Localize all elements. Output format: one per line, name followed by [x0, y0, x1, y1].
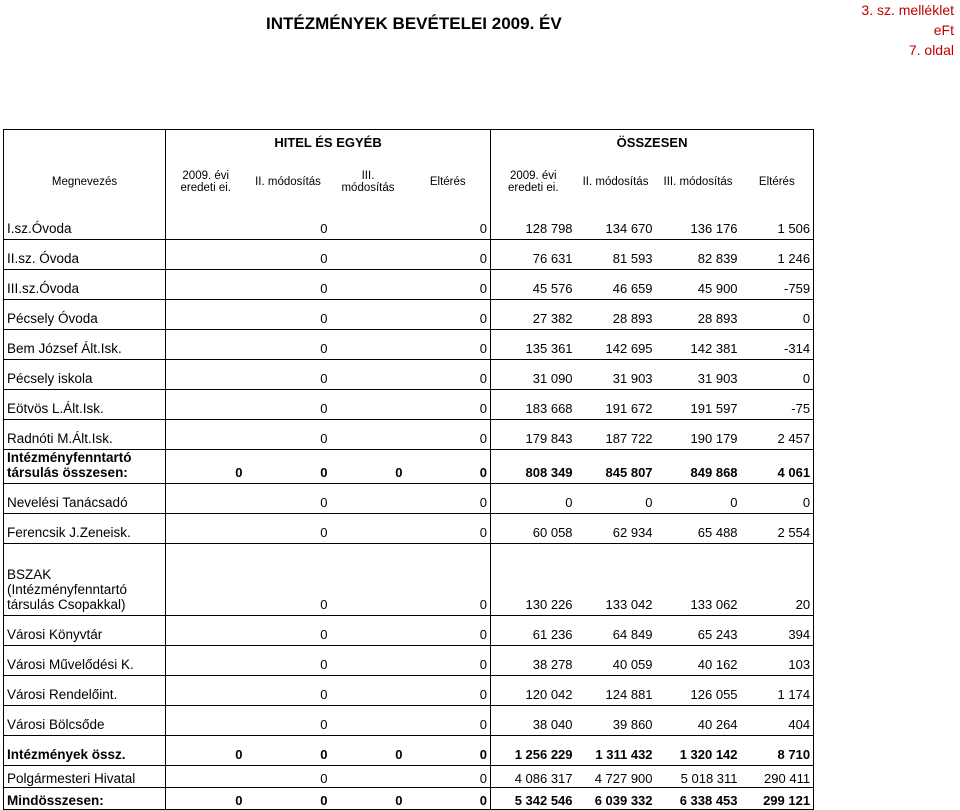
value-cell: 0 — [246, 300, 331, 330]
value-cell: 183 668 — [491, 390, 576, 420]
value-cell: 0 — [406, 616, 491, 646]
value-cell: 6 039 332 — [576, 788, 656, 810]
value-cell — [166, 766, 246, 788]
table-row — [4, 616, 814, 646]
value-cell: 0 — [331, 736, 406, 766]
row-name: Városi Könyvtár — [4, 616, 166, 646]
value-cell — [166, 514, 246, 544]
value-cell: 404 — [741, 706, 814, 736]
table-row — [4, 676, 814, 706]
value-cell: 39 860 — [576, 706, 656, 736]
table-row — [4, 390, 814, 420]
value-cell — [331, 766, 406, 788]
column-header: II. módosítás — [255, 176, 321, 188]
value-cell: 1 246 — [741, 240, 814, 270]
value-cell: 0 — [246, 788, 331, 810]
table-row — [4, 788, 814, 810]
value-cell: 76 631 — [491, 240, 576, 270]
page-title: INTÉZMÉNYEK BEVÉTELEI 2009. ÉV — [266, 14, 562, 33]
value-cell: 65 243 — [656, 616, 741, 646]
value-cell: 46 659 — [576, 270, 656, 300]
value-cell: 0 — [331, 450, 406, 484]
value-cell: 0 — [406, 330, 491, 360]
unit-label: eFt — [933, 22, 954, 38]
value-cell: 0 — [406, 300, 491, 330]
value-cell: 0 — [166, 788, 246, 810]
value-cell: 0 — [741, 360, 814, 390]
value-cell: 0 — [166, 450, 246, 484]
value-cell: 31 903 — [576, 360, 656, 390]
value-cell: 124 881 — [576, 676, 656, 706]
value-cell — [166, 544, 246, 616]
value-cell: 133 062 — [656, 544, 741, 616]
value-cell — [166, 360, 246, 390]
value-cell: 0 — [406, 676, 491, 706]
value-cell: 45 900 — [656, 270, 741, 300]
table-row — [4, 270, 814, 300]
value-cell: 0 — [406, 240, 491, 270]
page-number: 7. oldal — [908, 42, 954, 58]
value-cell: 40 059 — [576, 646, 656, 676]
value-cell: 1 174 — [741, 676, 814, 706]
value-cell — [331, 420, 406, 450]
value-cell: 0 — [406, 646, 491, 676]
value-cell: 0 — [246, 330, 331, 360]
row-name: II.sz. Óvoda — [4, 240, 166, 270]
value-cell: 0 — [246, 514, 331, 544]
value-cell: 65 488 — [656, 514, 741, 544]
value-cell: 0 — [246, 676, 331, 706]
group-header-total: ÖSSZESEN — [491, 130, 814, 155]
row-name: Városi Rendelőint. — [4, 676, 166, 706]
value-cell: 20 — [741, 544, 814, 616]
value-cell: 179 843 — [491, 420, 576, 450]
value-cell: 0 — [246, 210, 331, 240]
value-cell — [331, 330, 406, 360]
column-header: III. módosítás — [341, 170, 395, 194]
value-cell: 849 868 — [656, 450, 741, 484]
value-cell — [331, 484, 406, 514]
value-cell: 0 — [406, 210, 491, 240]
value-cell: 133 042 — [576, 544, 656, 616]
value-cell: 45 576 — [491, 270, 576, 300]
value-cell — [331, 390, 406, 420]
page-reference — [861, 0, 954, 60]
value-cell: 0 — [246, 766, 331, 788]
value-cell: 0 — [406, 420, 491, 450]
value-cell — [166, 300, 246, 330]
value-cell: 120 042 — [491, 676, 576, 706]
value-cell: 191 597 — [656, 390, 741, 420]
value-cell — [331, 616, 406, 646]
table-row — [4, 646, 814, 676]
table-row — [4, 300, 814, 330]
value-cell: 62 934 — [576, 514, 656, 544]
row-name: III.sz.Óvoda — [4, 270, 166, 300]
value-cell: 2 554 — [741, 514, 814, 544]
value-cell: 4 061 — [741, 450, 814, 484]
value-cell: 0 — [331, 788, 406, 810]
value-cell: 0 — [246, 706, 331, 736]
value-cell: 4 086 317 — [491, 766, 576, 788]
value-cell: 290 411 — [741, 766, 814, 788]
value-cell: 0 — [406, 450, 491, 484]
value-cell: 142 695 — [576, 330, 656, 360]
value-cell: 0 — [741, 484, 814, 514]
table-row — [4, 484, 814, 514]
value-cell: 38 278 — [491, 646, 576, 676]
value-cell: 0 — [246, 420, 331, 450]
value-cell — [166, 390, 246, 420]
value-cell — [166, 330, 246, 360]
value-cell: 6 338 453 — [656, 788, 741, 810]
column-header: II. módosítás — [582, 176, 649, 188]
row-name: Intézmények össz. — [4, 736, 166, 766]
row-name: Intézményfenntartó társulás összesen: — [4, 450, 166, 484]
value-cell: 0 — [406, 706, 491, 736]
table-row — [4, 330, 814, 360]
value-cell: 82 839 — [656, 240, 741, 270]
value-cell — [331, 706, 406, 736]
row-name: Radnóti M.Ált.Isk. — [4, 420, 166, 450]
table-row — [4, 736, 814, 766]
value-cell — [166, 616, 246, 646]
value-cell: 8 710 — [741, 736, 814, 766]
table-row — [4, 544, 814, 616]
value-cell: 135 361 — [491, 330, 576, 360]
value-cell: 0 — [406, 736, 491, 766]
table-row — [4, 450, 814, 484]
value-cell: 0 — [576, 484, 656, 514]
value-cell: 1 506 — [741, 210, 814, 240]
value-cell: 0 — [246, 544, 331, 616]
value-cell: 190 179 — [656, 420, 741, 450]
value-cell: 0 — [406, 544, 491, 616]
value-cell: 5 342 546 — [491, 788, 576, 810]
value-cell: 0 — [406, 390, 491, 420]
row-name: Bem József Ált.Isk. — [4, 330, 166, 360]
group-header-credit: HITEL ÉS EGYÉB — [166, 130, 491, 155]
value-cell: 4 727 900 — [576, 766, 656, 788]
table-row — [4, 420, 814, 450]
value-cell: 60 058 — [491, 514, 576, 544]
value-cell: 0 — [741, 300, 814, 330]
value-cell — [331, 300, 406, 330]
value-cell: 0 — [406, 360, 491, 390]
value-cell — [331, 544, 406, 616]
value-cell: -314 — [741, 330, 814, 360]
value-cell: 0 — [246, 240, 331, 270]
column-header: Eltérés — [741, 154, 814, 210]
value-cell — [331, 514, 406, 544]
column-header: III. módosítás — [663, 176, 733, 188]
annex-number: 3. sz. melléklet — [861, 2, 954, 18]
value-cell: 38 040 — [491, 706, 576, 736]
value-cell: 128 798 — [491, 210, 576, 240]
value-cell: 0 — [406, 766, 491, 788]
value-cell: 1 311 432 — [576, 736, 656, 766]
value-cell: 40 264 — [656, 706, 741, 736]
table-row — [4, 210, 814, 240]
value-cell: 0 — [246, 616, 331, 646]
row-name: Ferencsik J.Zeneisk. — [4, 514, 166, 544]
value-cell: 0 — [406, 484, 491, 514]
row-name: Városi Művelődési K. — [4, 646, 166, 676]
column-header: 2009. évi eredeti ei. — [491, 154, 576, 210]
value-cell: 134 670 — [576, 210, 656, 240]
value-cell: 31 903 — [656, 360, 741, 390]
value-cell: 299 121 — [741, 788, 814, 810]
value-cell: -75 — [741, 390, 814, 420]
value-cell: 2 457 — [741, 420, 814, 450]
value-cell: 61 236 — [491, 616, 576, 646]
value-cell — [166, 706, 246, 736]
row-name: Polgármesteri Hivatal — [4, 766, 166, 788]
value-cell — [331, 240, 406, 270]
value-cell — [166, 420, 246, 450]
column-header: 2009. évi eredeti ei. — [166, 154, 246, 210]
value-cell — [331, 646, 406, 676]
row-name: I.sz.Óvoda — [4, 210, 166, 240]
value-cell — [166, 646, 246, 676]
row-name: Nevelési Tanácsadó — [4, 484, 166, 514]
value-cell — [331, 270, 406, 300]
value-cell: 0 — [656, 484, 741, 514]
revenue-table — [3, 129, 814, 810]
value-cell: 0 — [246, 484, 331, 514]
row-name: Városi Bölcsőde — [4, 706, 166, 736]
row-name: Pécsely iskola — [4, 360, 166, 390]
value-cell: 136 176 — [656, 210, 741, 240]
value-cell: 1 320 142 — [656, 736, 741, 766]
value-cell: 808 349 — [491, 450, 576, 484]
value-cell — [166, 210, 246, 240]
value-cell: 0 — [406, 514, 491, 544]
value-cell: 0 — [246, 390, 331, 420]
value-cell: 394 — [741, 616, 814, 646]
value-cell: -759 — [741, 270, 814, 300]
table-row — [4, 766, 814, 788]
value-cell: 28 893 — [576, 300, 656, 330]
value-cell: 40 162 — [656, 646, 741, 676]
value-cell: 0 — [246, 450, 331, 484]
value-cell: 31 090 — [491, 360, 576, 390]
value-cell: 28 893 — [656, 300, 741, 330]
value-cell: 1 256 229 — [491, 736, 576, 766]
row-name: Pécsely Óvoda — [4, 300, 166, 330]
value-cell — [166, 240, 246, 270]
value-cell: 845 807 — [576, 450, 656, 484]
table-row — [4, 240, 814, 270]
value-cell — [331, 210, 406, 240]
value-cell — [331, 360, 406, 390]
value-cell: 0 — [246, 270, 331, 300]
value-cell: 0 — [406, 788, 491, 810]
value-cell: 191 672 — [576, 390, 656, 420]
table-row — [4, 706, 814, 736]
value-cell: 0 — [406, 270, 491, 300]
value-cell: 103 — [741, 646, 814, 676]
value-cell: 187 722 — [576, 420, 656, 450]
value-cell: 64 849 — [576, 616, 656, 646]
column-header-name: Megnevezés — [4, 154, 166, 210]
row-name: BSZAK (Intézményfenntartó társulás Csopakkal) — [4, 544, 166, 616]
table-row — [4, 514, 814, 544]
value-cell: 27 382 — [491, 300, 576, 330]
table-body — [4, 210, 814, 810]
value-cell: 142 381 — [656, 330, 741, 360]
table-row — [4, 360, 814, 390]
value-cell: 0 — [166, 736, 246, 766]
row-name: Eötvös L.Ált.Isk. — [4, 390, 166, 420]
value-cell — [166, 270, 246, 300]
value-cell: 0 — [246, 646, 331, 676]
value-cell: 0 — [491, 484, 576, 514]
value-cell — [166, 484, 246, 514]
value-cell — [331, 676, 406, 706]
value-cell: 0 — [246, 736, 331, 766]
row-name: Mindösszesen: — [4, 788, 166, 810]
value-cell: 0 — [246, 360, 331, 390]
value-cell: 5 018 311 — [656, 766, 741, 788]
value-cell: 130 226 — [491, 544, 576, 616]
column-header: Eltérés — [429, 176, 466, 188]
value-cell: 126 055 — [656, 676, 741, 706]
value-cell: 81 593 — [576, 240, 656, 270]
value-cell — [166, 676, 246, 706]
